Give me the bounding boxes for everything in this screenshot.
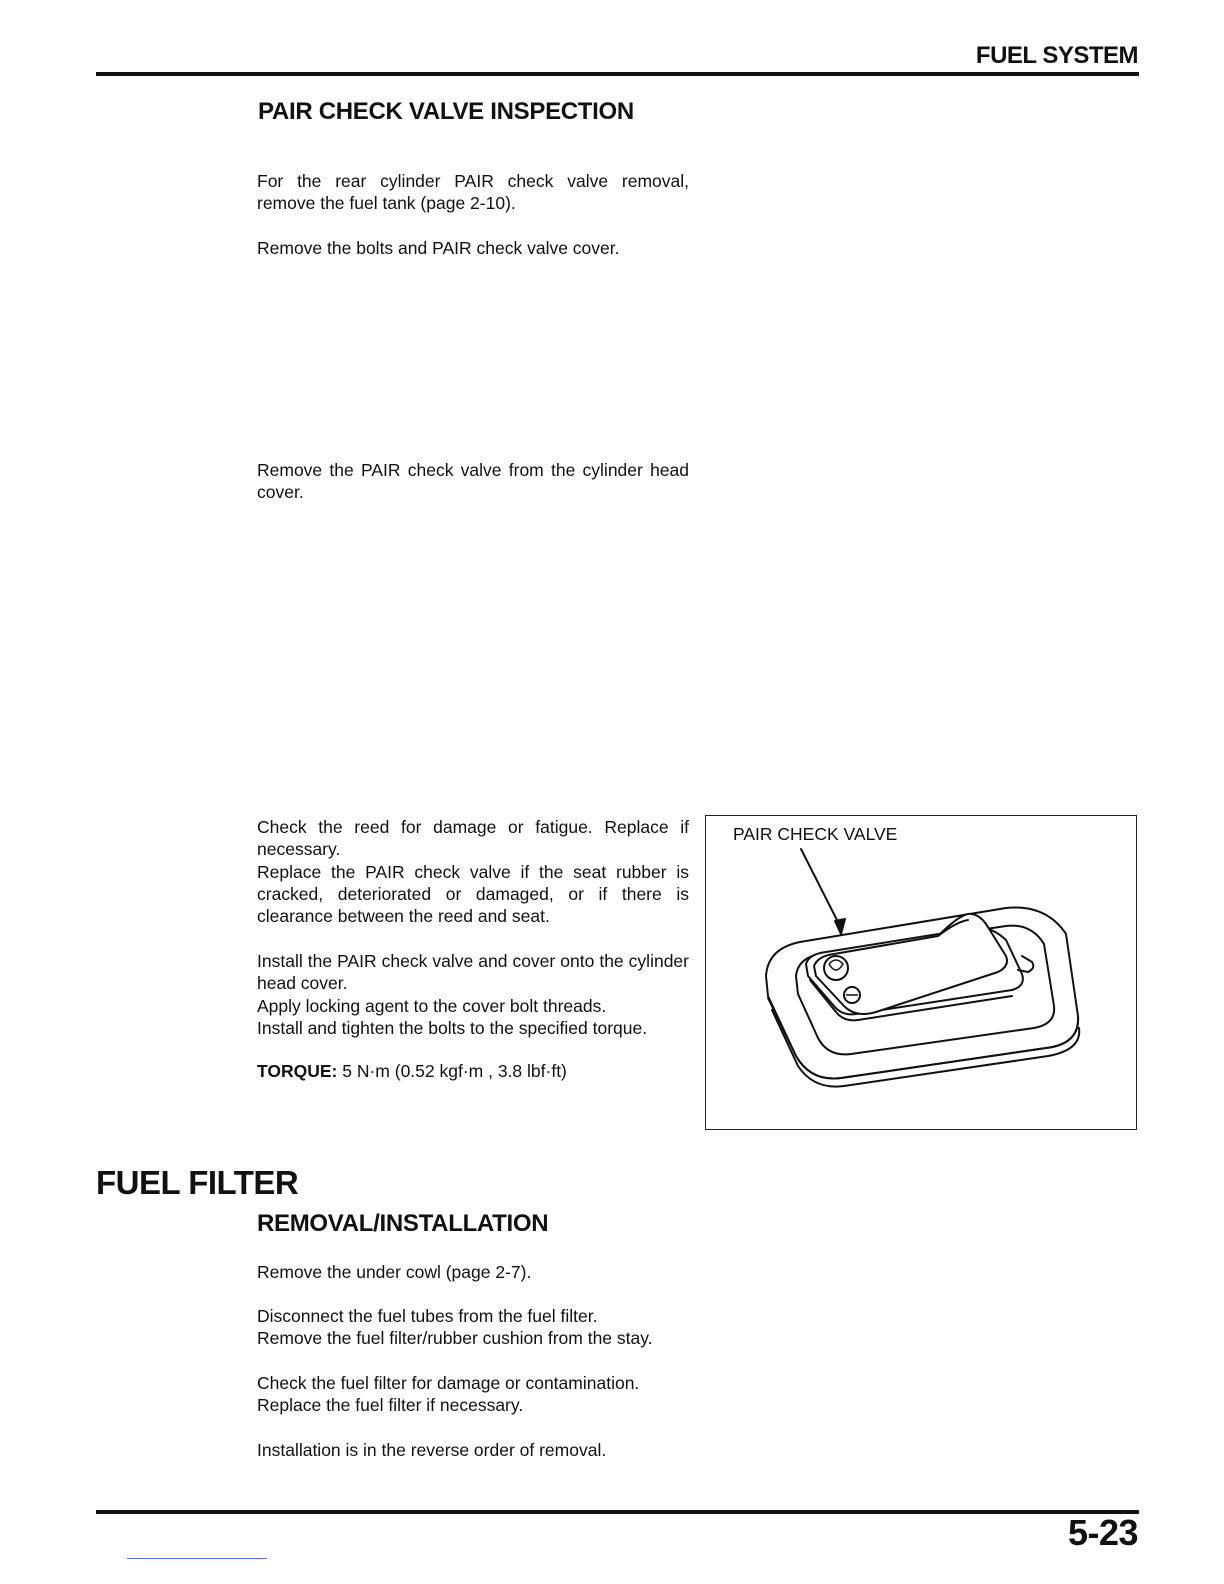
pair-install-block [257, 950, 689, 1039]
pair-check-valve-illustration [706, 816, 1138, 1131]
fuel-filter-disconnect-block [257, 1305, 689, 1350]
leader-line [801, 849, 841, 928]
header-rule [96, 72, 1139, 76]
fuel-filter-paragraph-disconnect: Disconnect the fuel tubes from the fuel filter. [257, 1306, 598, 1326]
fuel-filter-paragraph-installation: Installation is in the reverse order of removal. [257, 1440, 607, 1460]
fuel-filter-paragraph-check: Check the fuel filter for damage or contamination. [257, 1373, 640, 1393]
fuel-filter-check-block [257, 1372, 689, 1417]
pair-paragraph-tighten: Install and tighten the bolts to the specified torque. [257, 1017, 648, 1038]
fuel-filter-title: FUEL FILTER [96, 1164, 299, 1201]
fuel-filter-paragraph-remove: Remove the fuel filter/rubber cushion from the stay. [257, 1328, 653, 1349]
pair-check-valve-figure [705, 815, 1137, 1130]
pair-paragraph-check-reed: Check the reed for damage or fatigue. Replace if necessary. [257, 817, 689, 860]
torque-value: 5 N·m (0.52 kgf·m , 3.8 lbf·ft) [342, 1061, 567, 1081]
torque-spec [257, 1061, 567, 1082]
pair-paragraph-locking-agent: Apply locking agent to the cover bolt threads. [257, 995, 607, 1016]
decorative-blue-line [127, 1558, 267, 1559]
page-number: 5-23 [1067, 1512, 1138, 1553]
fuel-filter-paragraph-replace: Replace the fuel filter if necessary. [257, 1395, 524, 1416]
section-header: FUEL SYSTEM [975, 42, 1138, 69]
pair-paragraph-remove-cover: Remove the bolts and PAIR check valve cover. [257, 238, 620, 258]
leader-arrowhead [835, 919, 845, 934]
pair-paragraph-fuel-tank: For the rear cylinder PAIR check valve removal, remove the fuel tank (page 2-10). [257, 171, 689, 214]
pair-paragraph-replace-valve: Replace the PAIR check valve if the seat rubber is cracked, deteriorated or damaged, or if there is clearance between the reed and seat. [257, 861, 689, 927]
pair-check-reed-block [257, 816, 689, 927]
fuel-filter-subtitle: REMOVAL/INSTALLATION [257, 1210, 549, 1237]
pair-paragraph-remove-valve: Remove the PAIR check valve from the cylinder head cover. [257, 460, 689, 503]
figure-label: PAIR CHECK VALVE [733, 824, 898, 844]
fuel-filter-paragraph-under-cowl: Remove the under cowl (page 2-7). [257, 1262, 532, 1282]
pair-section-title: PAIR CHECK VALVE INSPECTION [258, 98, 634, 125]
pair-paragraph-install: Install the PAIR check valve and cover onto the cylinder head cover. [257, 951, 689, 994]
footer-rule [96, 1510, 1139, 1514]
torque-label: TORQUE: [257, 1061, 338, 1081]
